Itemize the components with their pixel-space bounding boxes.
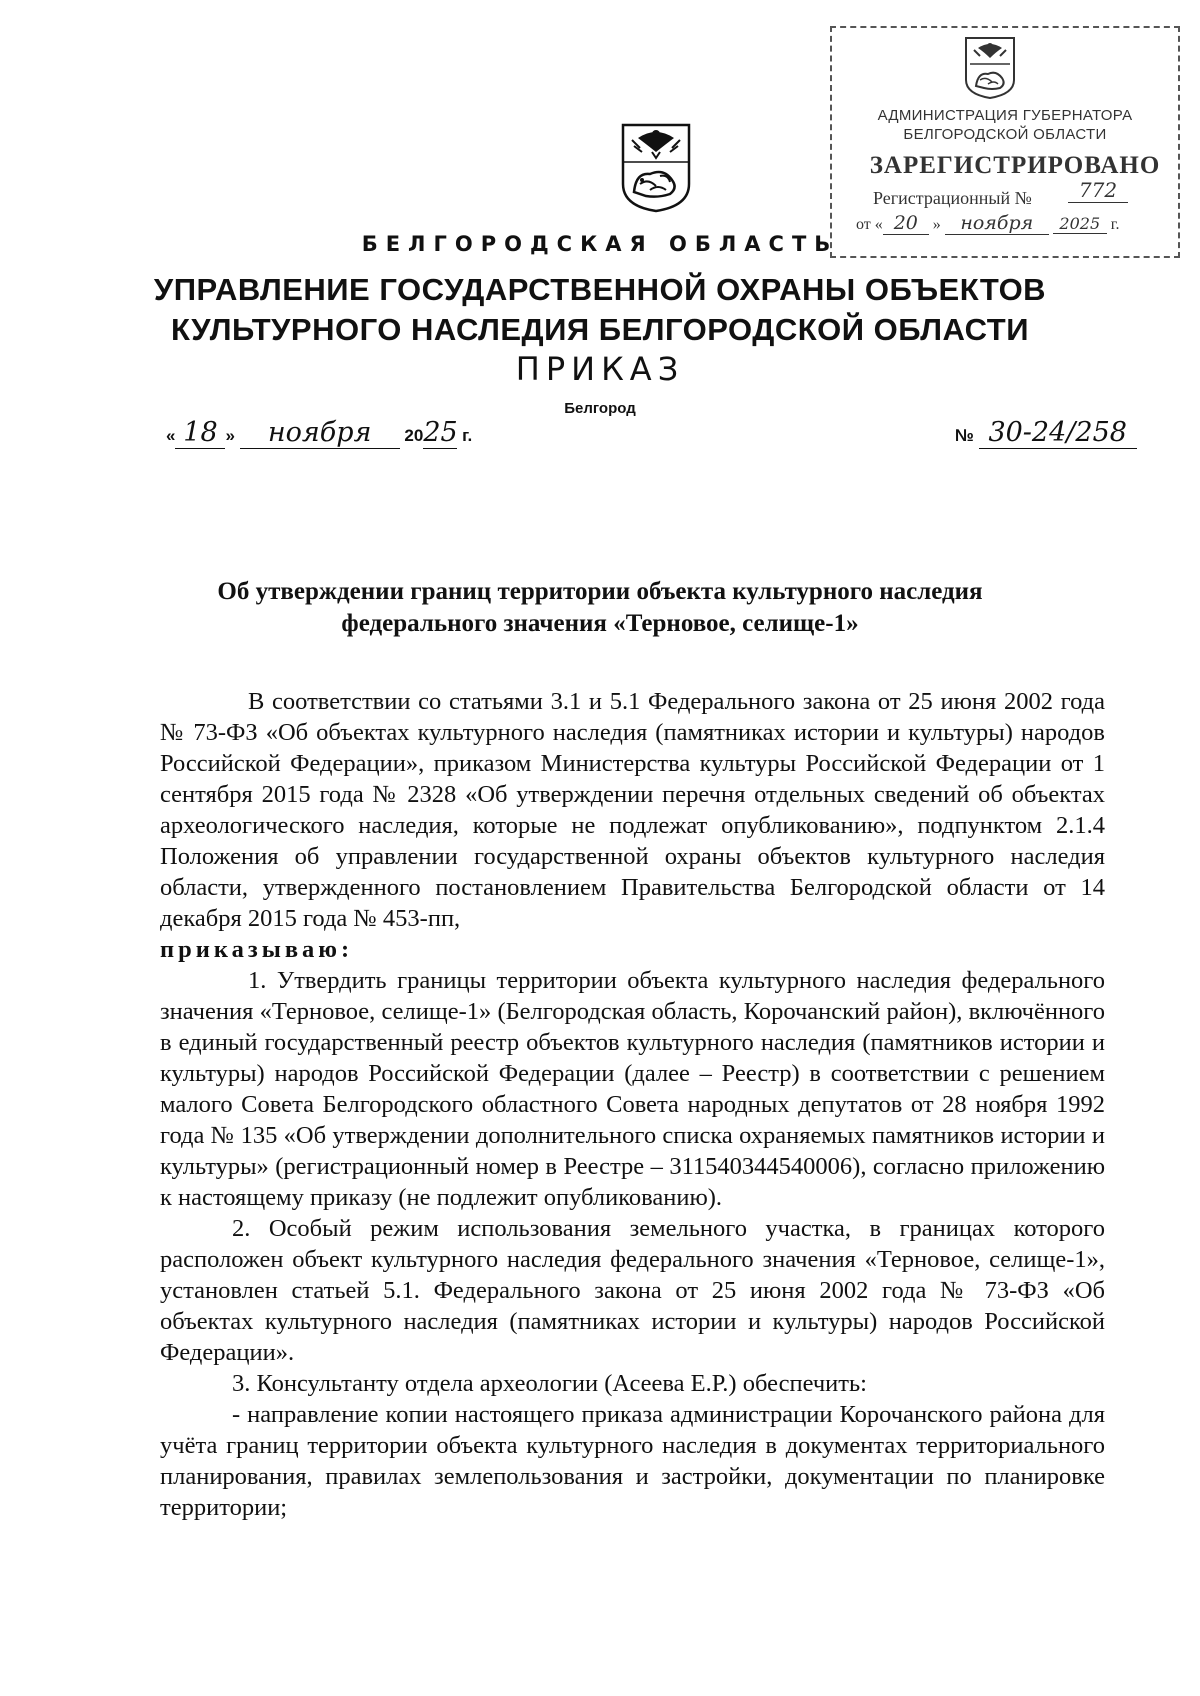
order-number-value: 30-24/258 bbox=[979, 418, 1137, 449]
agency-name bbox=[0, 270, 1200, 350]
stamp-registered-label: ЗАРЕГИСТРИРОВАНО bbox=[869, 152, 1161, 179]
order-date-year-prefix: 20 bbox=[404, 426, 424, 445]
order-date-year-suffix: 25 bbox=[423, 417, 458, 448]
coat-of-arms-icon bbox=[620, 122, 692, 219]
region-name: БЕЛГОРОДСКАЯ ОБЛАСТЬ bbox=[361, 232, 839, 256]
order-date-day: 18 bbox=[175, 418, 225, 449]
document-title bbox=[160, 576, 1040, 640]
stamp-reg-number: 772 bbox=[1068, 178, 1128, 203]
city: Белгород bbox=[564, 400, 636, 417]
stamp-date-mid: » bbox=[932, 216, 941, 233]
item-2-paragraph: 2. Особый режим использования земельного участка, в границах которого расположен объект культурного наследия федерального значения «Терновое, селище-1», установлен статьей 5.1. Федерального закона от 25 июня 2002 года № 73-ФЗ «Об объектах культурного наследия (памятниках истории и культуры) народов Российской Федерации». bbox=[160, 1215, 1105, 1366]
stamp-date-day: 20 bbox=[883, 212, 929, 235]
document-body bbox=[160, 686, 1105, 1523]
item-3-paragraph: 3. Консультанту отдела археологии (Асеева Е.Р.) обеспечить: bbox=[232, 1370, 867, 1397]
decree-word: приказываю: bbox=[160, 936, 354, 963]
stamp-reg-number-label: Регистрационный № bbox=[873, 188, 1032, 208]
stamp-emblem-icon bbox=[962, 36, 1018, 105]
date-open-quote: « bbox=[166, 426, 176, 445]
stamp-date-year: 2025 bbox=[1053, 214, 1107, 234]
item-3-subitem-1: - направление копии настоящего приказа администрации Корочанского района для учёта границ территории объекта культурного наследия в документах территориального планирования, правилах землепользования и застройки, документации по планировке территории; bbox=[160, 1401, 1105, 1521]
order-date-month: ноября bbox=[240, 418, 400, 449]
agency-name-line1: УПРАВЛЕНИЕ ГОСУДАРСТВЕННОЙ ОХРАНЫ ОБЪЕКТОВ bbox=[153, 272, 1047, 307]
agency-name-line2: КУЛЬТУРНОГО НАСЛЕДИЯ БЕЛГОРОДСКОЙ ОБЛАСТИ bbox=[171, 312, 1029, 347]
stamp-organization bbox=[830, 106, 1180, 144]
preamble-paragraph: В соответствии со статьями 3.1 и 5.1 Федерального закона от 25 июня 2002 года № 73-ФЗ «Об объектах культурного наследия (памятниках истории и культуры) народов Российской Федерации», приказом Министерства культуры Российской Федерации от 1 сентября 2015 года № 2328 «Об утверждении перечня отдельных сведений об объектах археологического наследия, которые не подлежат опубликованию», подпунктом 2.1.4 Положения об управлении государственной охраны объектов культурного наследия области, утвержденного постановлением Правительства Белгородской области от 14 декабря 2015 года № 453-пп, bbox=[160, 688, 1105, 932]
order-number-label: № bbox=[955, 426, 974, 445]
date-close-quote: » bbox=[225, 426, 235, 445]
item-1-paragraph: 1. Утвердить границы территории объекта культурного наследия федерального значения «Терновое, селище-1» (Белгородская область, Корочанский район), включённого в единый государственный реестр объектов культурного наследия (памятников истории и культуры) народов Российской Федерации (далее – Реестр) в соответствии с решением малого Совета Белгородского областного Совета народных депутатов от 28 ноября 1992 года № 135 «Об утверждении дополнительного списка охраняемых памятников истории и культуры» (регистрационный номер в Реестре – 311540344540006), согласно приложению к настоящему приказу (не подлежит опубликованию). bbox=[160, 967, 1105, 1211]
stamp-org-line2: БЕЛГОРОДСКОЙ ОБЛАСТИ bbox=[903, 126, 1107, 143]
document-title-line2: федерального значения «Терновое, селище-1» bbox=[341, 610, 859, 637]
stamp-date-suffix: г. bbox=[1110, 216, 1120, 233]
document-type: ПРИКАЗ bbox=[515, 350, 685, 388]
stamp-org-line1: АДМИНИСТРАЦИЯ ГУБЕРНАТОРА bbox=[877, 107, 1133, 124]
stamp-date-month: ноября bbox=[945, 212, 1049, 235]
order-date bbox=[166, 418, 472, 449]
order-number bbox=[955, 418, 1137, 449]
document-title-line1: Об утверждении границ территории объекта культурного наследия bbox=[217, 578, 983, 605]
stamp-date-prefix: от « bbox=[856, 216, 883, 233]
order-date-year-end: г. bbox=[462, 426, 473, 445]
